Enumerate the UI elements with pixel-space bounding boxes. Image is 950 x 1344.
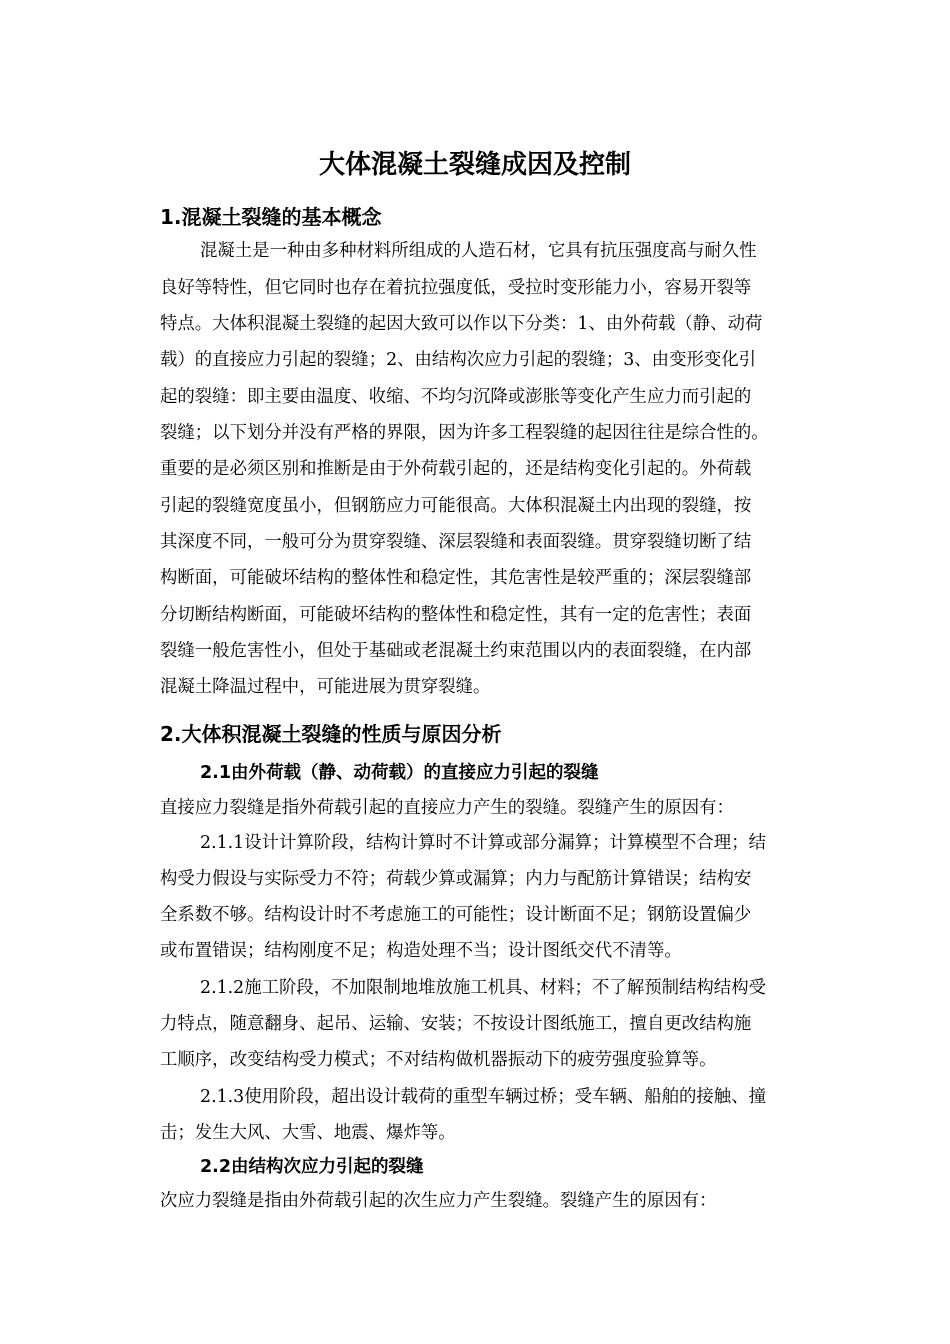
paragraph-line: 混凝土是一种由多种材料所组成的人造石材，它具有抗压强度高与耐久性 bbox=[200, 241, 757, 261]
section-1-heading: 1.混凝土裂缝的基本概念 bbox=[160, 205, 382, 229]
paragraph-line: 次应力裂缝是指由外荷载引起的次生应力产生裂缝。裂缝产生的原因有： bbox=[160, 1191, 717, 1211]
paragraph-line: 力特点，随意翻身、起吊、运输、安装；不按设计图纸施工，擅自更改结构施 bbox=[160, 1014, 752, 1034]
section-2-heading: 2.大体积混凝土裂缝的性质与原因分析 bbox=[160, 722, 502, 746]
paragraph-line: 工顺序，改变结构受力模式；不对结构做机器振动下的疲劳强度验算等。 bbox=[160, 1050, 717, 1070]
paragraph-line: 良好等特性，但它同时也存在着抗拉强度低，受拉时变形能力小，容易开裂等 bbox=[160, 278, 752, 298]
paragraph-line: 击；发生大风、大雪、地震、爆炸等。 bbox=[160, 1123, 456, 1143]
paragraph-line: 构受力假设与实际受力不符；荷载少算或漏算；内力与配筋计算错误；结构安 bbox=[160, 869, 752, 889]
subsection-2-2-heading: 2.2由结构次应力引起的裂缝 bbox=[200, 1157, 424, 1177]
paragraph-line: 重要的是必须区别和推断是由于外荷载引起的，还是结构变化引起的。外荷载 bbox=[160, 459, 752, 479]
paragraph-line: 载）的直接应力引起的裂缝；2、由结构次应力引起的裂缝；3、由变形变化引 bbox=[160, 350, 757, 370]
paragraph-line: 特点。大体积混凝土裂缝的起因大致可以作以下分类：1、由外荷载（静、动荷 bbox=[160, 314, 763, 334]
paragraph-line: 构断面，可能破坏结构的整体性和稳定性，其危害性是较严重的；深层裂缝部 bbox=[160, 568, 752, 588]
paragraph-line: 混凝土降温过程中，可能进展为贯穿裂缝。 bbox=[160, 677, 491, 697]
paragraph-line: 2.1.1设计计算阶段，结构计算时不计算或部分漏算；计算模型不合理；结 bbox=[200, 833, 766, 853]
paragraph-line: 起的裂缝：即主要由温度、收缩、不均匀沉降或澎胀等变化产生应力而引起的 bbox=[160, 387, 752, 407]
paragraph-line: 全系数不够。结构设计时不考虑施工的可能性；设计断面不足；钢筋设置偏少 bbox=[160, 905, 752, 925]
paragraph-line: 其深度不同，一般可分为贯穿裂缝、深层裂缝和表面裂缝。贯穿裂缝切断了结 bbox=[160, 532, 752, 552]
paragraph-line: 或布置错误；结构刚度不足；构造处理不当；设计图纸交代不清等。 bbox=[160, 941, 682, 961]
paragraph-line: 裂缝；以下划分并没有严格的界限，因为许多工程裂缝的起因往往是综合性的。 bbox=[160, 423, 769, 443]
paragraph-line: 裂缝一般危害性小，但处于基础或老混凝土约束范围以内的表面裂缝，在内部 bbox=[160, 641, 752, 661]
document-title: 大体混凝土裂缝成因及控制 bbox=[318, 150, 631, 180]
paragraph-line: 2.1.2施工阶段，不加限制地堆放施工机具、材料；不了解预制结构结构受 bbox=[200, 978, 766, 998]
paragraph-line: 引起的裂缝宽度虽小，但钢筋应力可能很高。大体积混凝土内出现的裂缝，按 bbox=[160, 496, 752, 516]
subsection-2-1-heading: 2.1由外荷载（静、动荷载）的直接应力引起的裂缝 bbox=[200, 763, 599, 783]
paragraph-line: 2.1.3使用阶段，超出设计载荷的重型车辆过桥；受车辆、船舶的接触、撞 bbox=[200, 1087, 766, 1107]
paragraph-line: 分切断结构断面，可能破坏结构的整体性和稳定性，其有一定的危害性；表面 bbox=[160, 605, 752, 625]
paragraph-line: 直接应力裂缝是指外荷载引起的直接应力产生的裂缝。裂缝产生的原因有： bbox=[160, 798, 734, 818]
